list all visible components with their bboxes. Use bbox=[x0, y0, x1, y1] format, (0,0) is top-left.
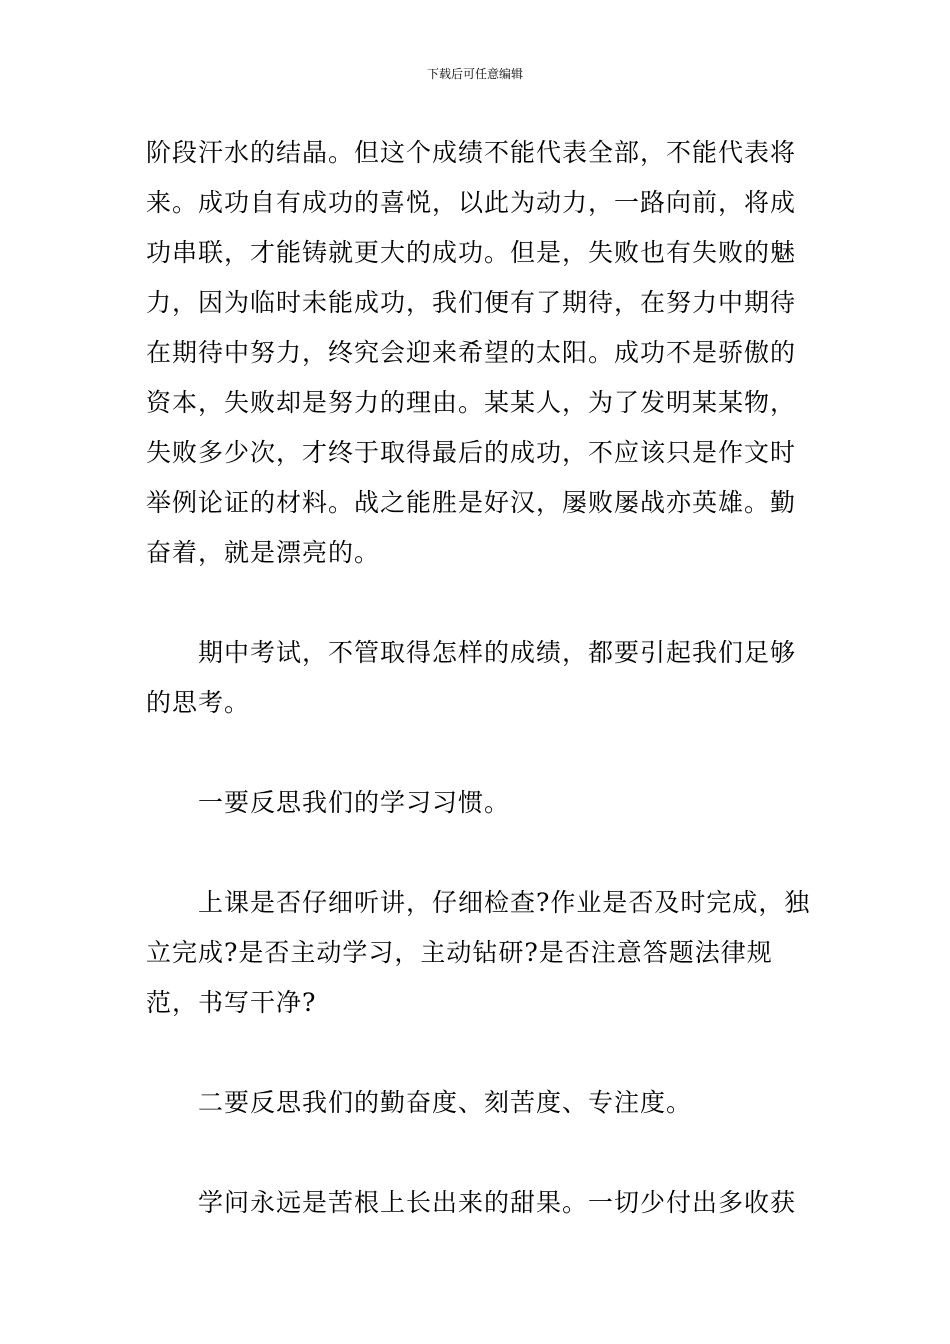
document-body bbox=[146, 128, 816, 1228]
paragraph-point-two: 二要反思我们的勤奋度、刻苦度、专注度。 bbox=[198, 1088, 693, 1117]
paragraph-study-habits: 上课是否仔细听讲，仔细检查?作业是否及时完成，独立完成?是否主动学习，主动钻研?是否注意答题法律规范，书写干净? bbox=[146, 888, 811, 1017]
paragraph-continuation: 阶段汗水的结晶。但这个成绩不能代表全部，不能代表将来。成功自有成功的喜悦，以此为动力，一路向前，将成功串联，才能铸就更大的成功。但是，失败也有失败的魅力，因为临时未能成功，我们便有了期待，在努力中期待在期待中努力，终究会迎来希望的太阳。成功不是骄傲的资本，失败却是努力的理由。某某人，为了发明某某物，失败多少次，才终于取得最后的成功，不应该只是作文时举例论证的材料。战之能胜是好汉，屡败屡战亦英雄。勤奋着，就是漂亮的。 bbox=[146, 138, 797, 567]
paragraph-point-one: 一要反思我们的学习习惯。 bbox=[198, 788, 511, 817]
paragraph-gap bbox=[146, 828, 816, 878]
page-header-note: 下载后可任意编辑 bbox=[426, 67, 523, 81]
paragraph-gap bbox=[146, 1128, 816, 1178]
paragraph-knowledge: 学问永远是苦根上长出来的甜果。一切少付出多收获 bbox=[198, 1188, 797, 1217]
paragraph-midterm-reflection: 期中考试，不管取得怎样的成绩，都要引起我们足够的思考。 bbox=[146, 638, 797, 717]
paragraph-gap bbox=[146, 578, 816, 628]
paragraph-gap bbox=[146, 1028, 816, 1078]
paragraph-gap bbox=[146, 728, 816, 778]
